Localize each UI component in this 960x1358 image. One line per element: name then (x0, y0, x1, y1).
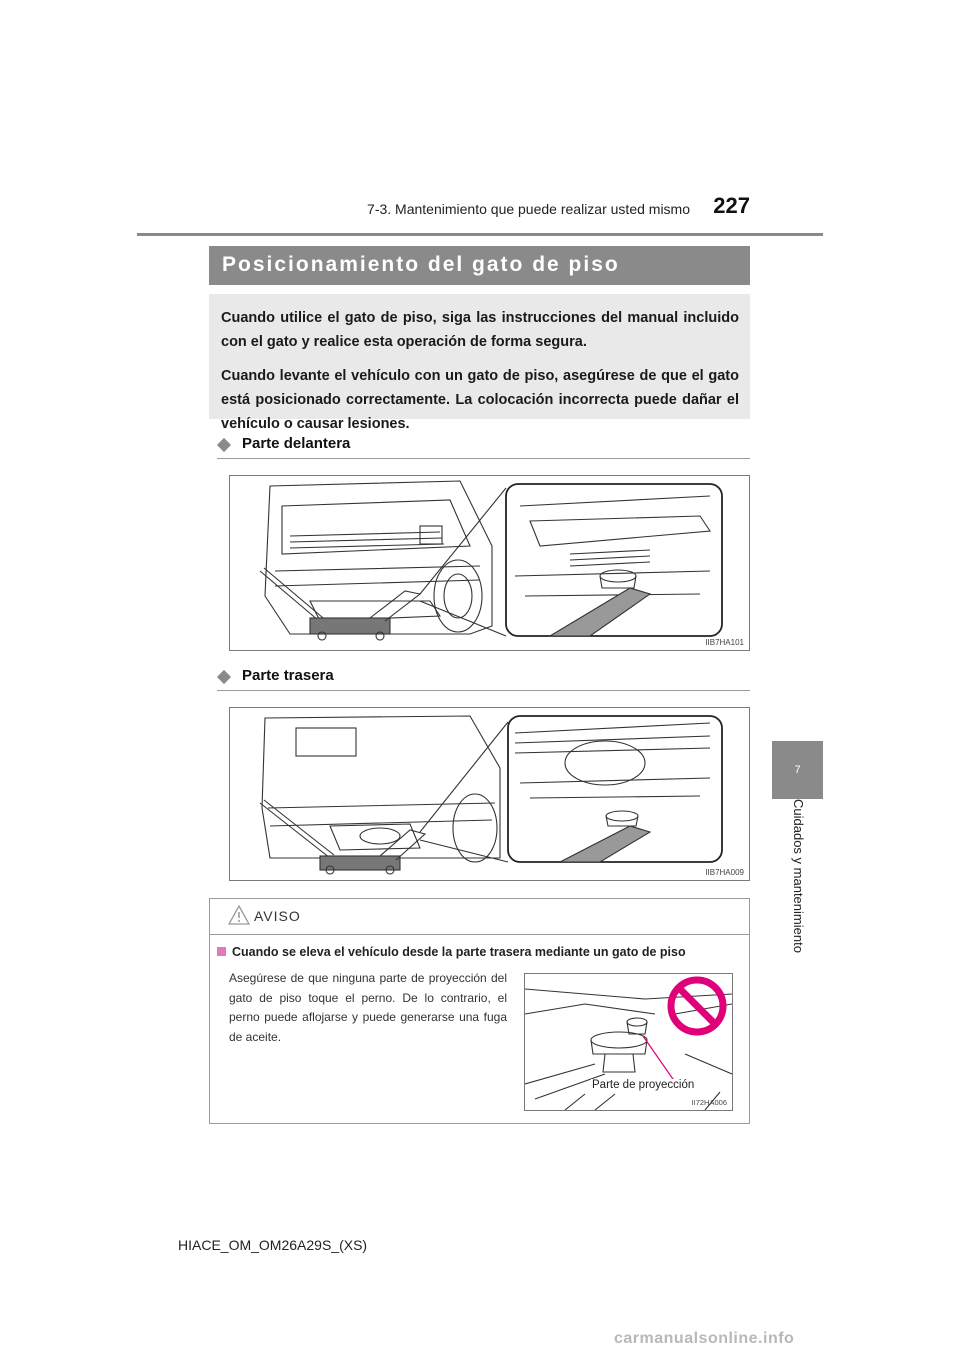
header-rule (137, 233, 823, 236)
intro-paragraph-2: Cuando levante el vehículo con un gato de piso, asegúrese de que el gato está posicionado correctamente. La colocación incorrecta puede dañar el vehículo o causar lesiones. (221, 368, 739, 432)
warning-label: AVISO (254, 908, 301, 924)
diamond-bullet-icon (217, 670, 231, 684)
prohibition-icon (671, 980, 723, 1032)
warning-header (210, 899, 749, 935)
front-heading-text: Parte delantera (242, 435, 351, 452)
section-title-bar (209, 246, 750, 285)
chapter-tab: 7 (772, 741, 823, 799)
warning-triangle-icon (228, 905, 250, 925)
warning-subheading-text: Cuando se eleva el vehículo desde la parte trasera mediante un gato de piso (232, 945, 686, 959)
intro-box (209, 294, 750, 432)
watermark: carmanualsonline.info (614, 1330, 795, 1347)
warning-figure-code: II72HA006 (691, 1098, 727, 1107)
rear-jack-illustration (230, 708, 749, 880)
front-heading (217, 434, 750, 459)
front-jack-figure (229, 475, 750, 651)
warning-subheading (217, 945, 686, 959)
front-figure-code: IIB7HA101 (705, 638, 744, 647)
section-title: Posicionamiento del gato de piso (222, 253, 620, 276)
page-number: 227 (713, 193, 750, 218)
warning-box (209, 898, 750, 1124)
header-section-title: 7-3. Mantenimiento que puede realizar usted mismo (367, 201, 690, 217)
intro-paragraph-1: Cuando utilice el gato de piso, siga las instrucciones del manual incluido con el gato y realice esta operación de forma segura. (221, 310, 739, 350)
rear-jack-figure (229, 707, 750, 881)
warning-text: Asegúrese de que ninguna parte de proyección del gato de piso toque el perno. De lo contrario, el perno puede aflojarse y puede generarse una fuga de aceite. (229, 971, 507, 1044)
chapter-title: Cuidados y mantenimiento (790, 799, 806, 953)
pink-square-bullet-icon (217, 947, 226, 956)
rear-heading (217, 666, 750, 691)
rear-heading-text: Parte trasera (242, 667, 334, 684)
front-jack-illustration (230, 476, 749, 650)
diamond-bullet-icon (217, 438, 231, 452)
footer-model-code: HIACE_OM_OM26A29S_(XS) (178, 1237, 368, 1253)
projection-callout: Parte de proyección (592, 1079, 695, 1091)
warning-figure (524, 973, 733, 1111)
rear-figure-code: IIB7HA009 (705, 868, 744, 877)
chapter-title-vertical (772, 799, 823, 969)
